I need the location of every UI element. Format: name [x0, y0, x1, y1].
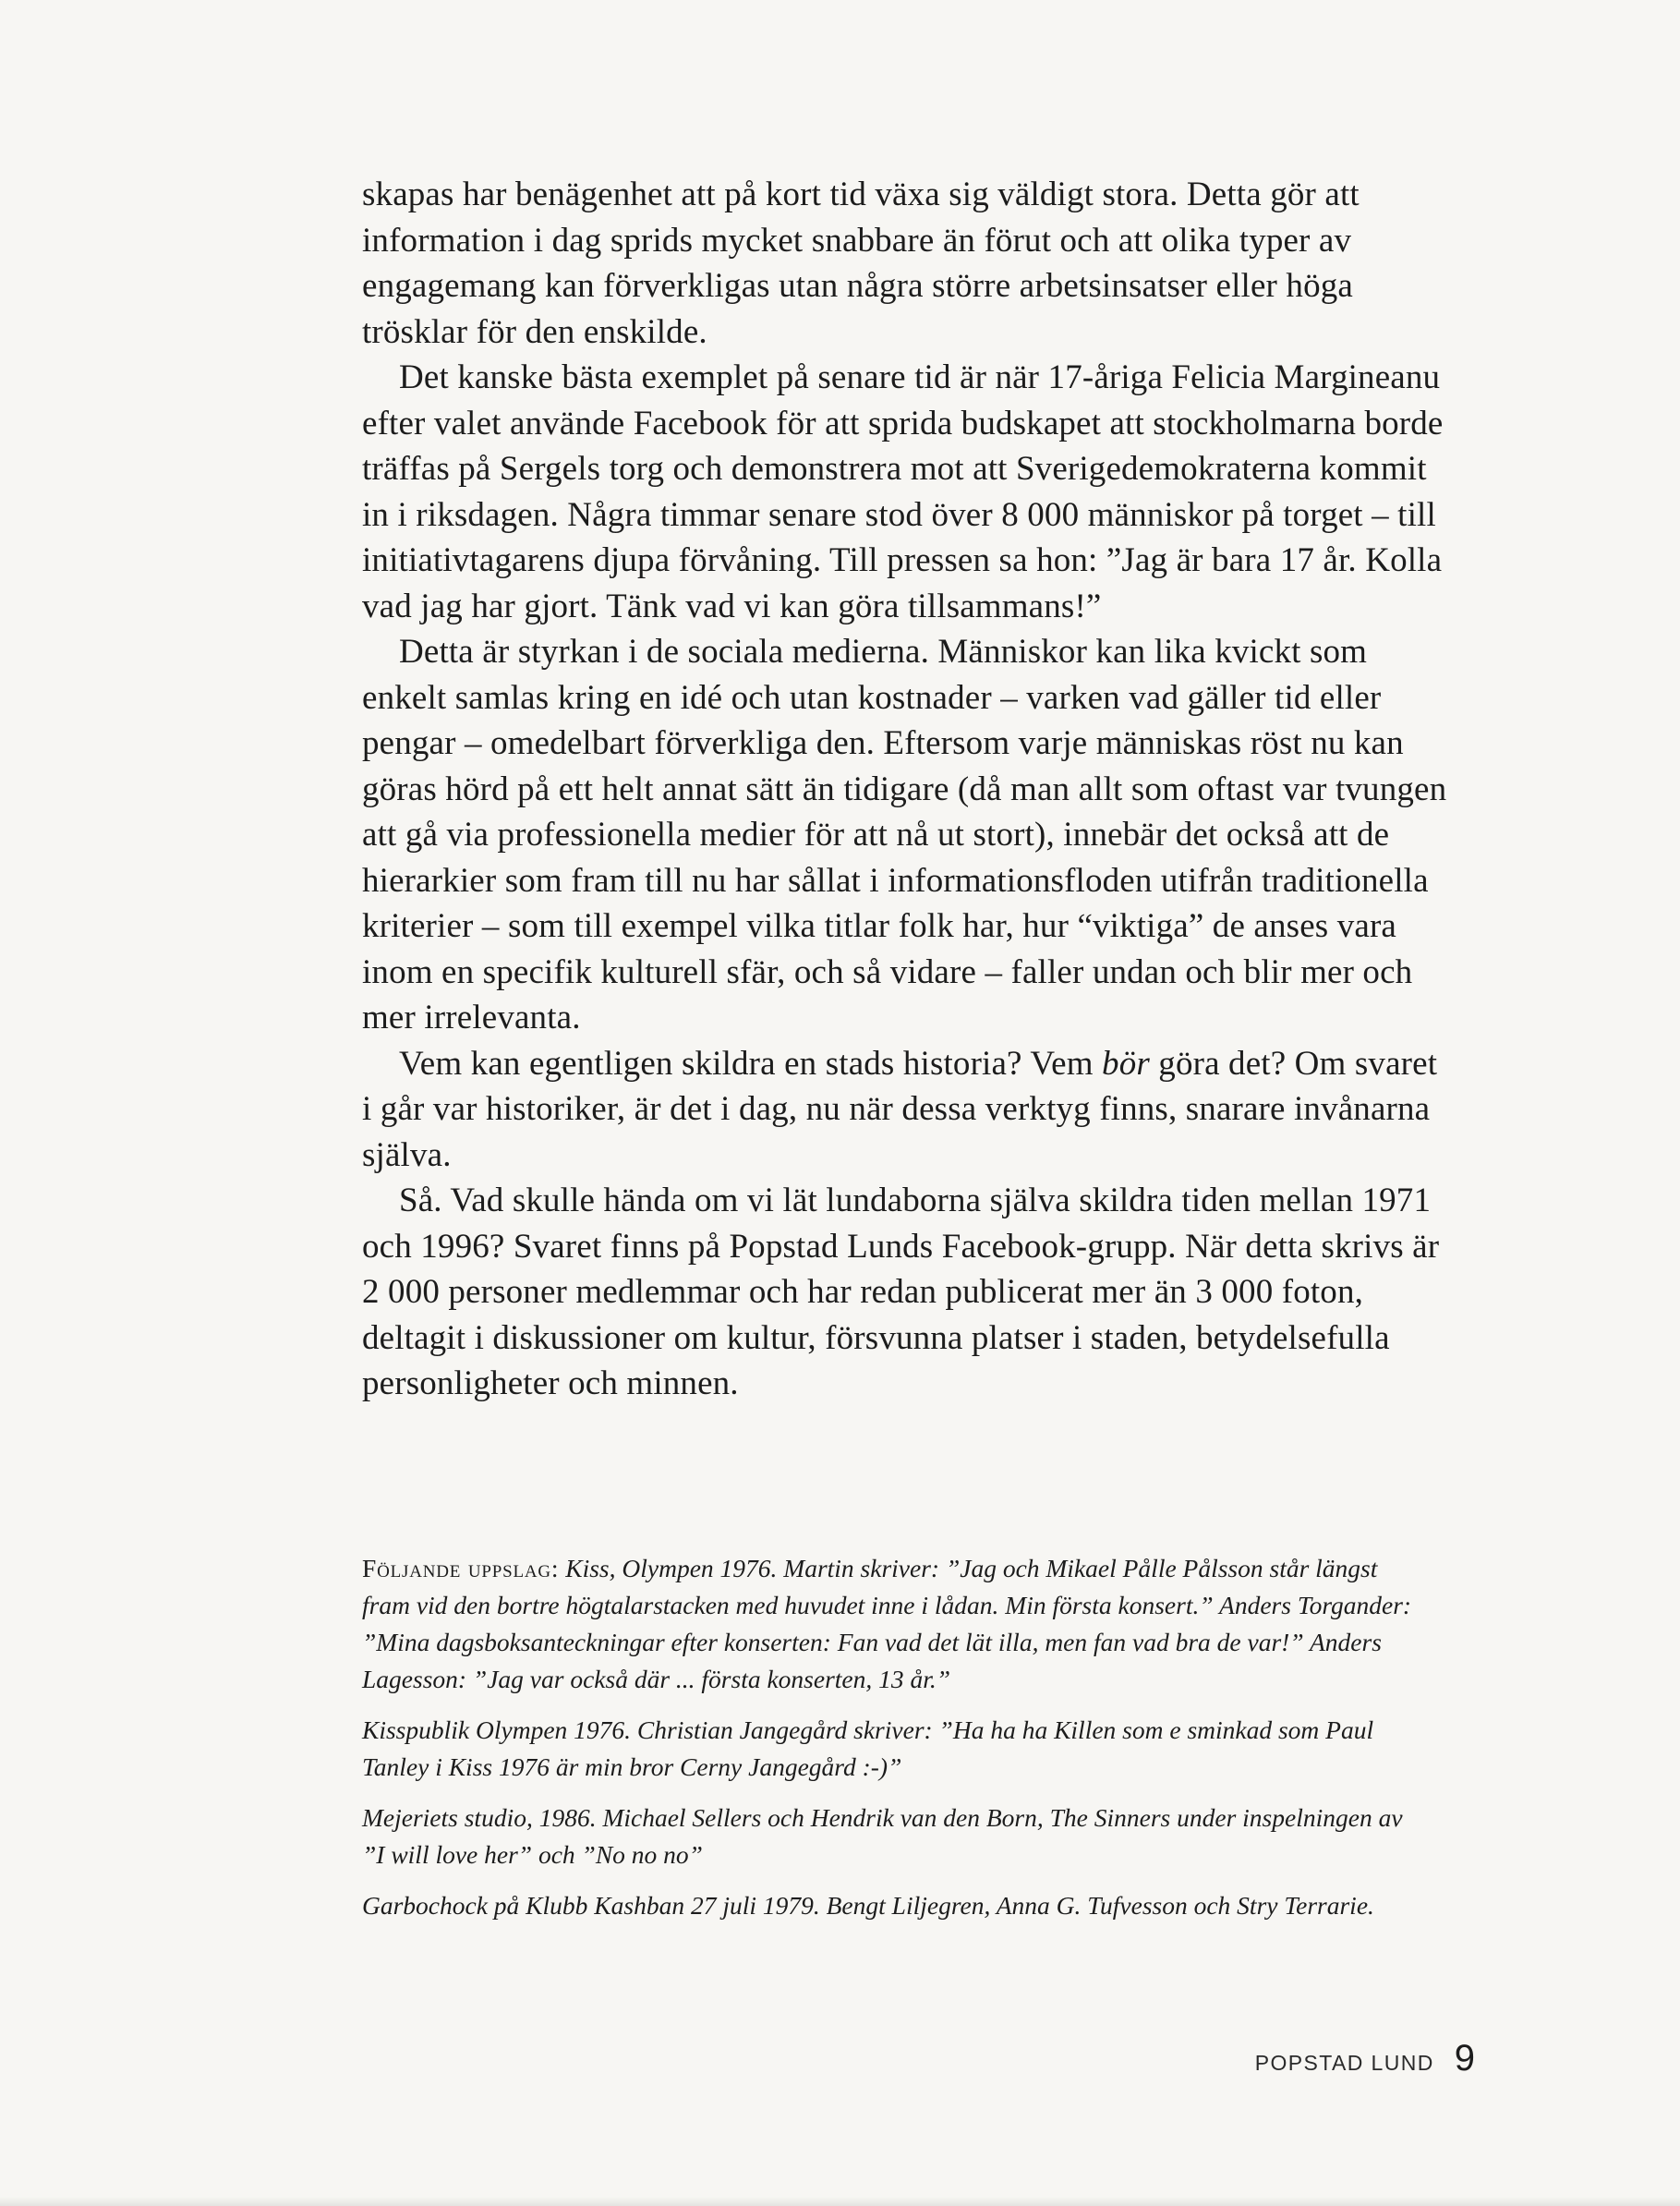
page-edge-shadow — [0, 2197, 1680, 2206]
running-footer-title: POPSTAD LUND — [1254, 2051, 1434, 2075]
caption-4: Garbochock på Klubb Kashban 27 juli 1979. Bengt Liljegren, Anna G. Tufvesson och Stry Terrarie. — [362, 1891, 1374, 1920]
paragraph-3: Detta är styrkan i de sociala medierna. Människor kan lika kvickt som enkelt samlas kring en idé och utan kostnader – varken vad gäller tid eller pengar – omedelbart förverkliga den. Eftersom varje människas röst nu kan göras hörd på ett helt annat sätt än tidigare (då man allt som oftast var tvungen att gå via professionella medier för att nå ut stort), innebär det också att de hierarkier som fram till nu har sållat i informationsfloden utifrån traditionella kriterier – som till exempel vilka titlar folk har, hur “viktiga” de anses vara inom en specifik kulturell sfär, och så vidare – faller undan och blir mer och mer irrelevanta. — [362, 633, 1447, 1036]
paragraph-2: Det kanske bästa exemplet på senare tid är när 17-åriga Felicia Margineanu efter valet använde Facebook för att sprida budskapet att stockholmarna borde träffas på Sergels torg och demonstrera mot att Sverigedemokraterna kommit in i riksdagen. Några timmar senare stod över 8 000 människor på torget – till initiativtagarens djupa förvåning. Till pressen sa hon: ”Jag är bara 17 år. Kolla vad jag har gjort. Tänk vad vi kan göra tillsammans!” — [362, 358, 1444, 625]
paragraph-4-emphasis: bör — [1102, 1044, 1150, 1083]
page-footer — [1255, 2038, 1475, 2079]
paragraph-5: Så. Vad skulle hända om vi lät lundaborna själva skildra tiden mellan 1971 och 1996? Svaret finns på Popstad Lunds Facebook-grupp. När detta skrivs är 2 000 personer medlemmar och har redan publicerat mer än 3 000 foton, deltagit i diskussioner om kultur, försvunna platser i staden, betydelsefulla personligheter och minnen. — [362, 1182, 1440, 1402]
caption-1-text: Kiss, Olympen 1976. Martin skriver: ”Jag och Mikael Pålle Pålsson står längst fram vid den bortre högtalarstacken med huvudet inne i lådan. Min första konsert.” Anders Torgander: ”Mina dagsboksanteckningar efter konserten: Fan vad det lät illa, men fan vad bra de var!” Anders Lagesson: ”Jag var också där ... första konserten, 13 år.” — [362, 1554, 1412, 1693]
caption-lead: Följande uppslag: — [362, 1554, 560, 1582]
paragraph-1: skapas har benägenhet att på kort tid växa sig väldigt stora. Detta gör att information i dag sprids mycket snabbare än förut och att olika typer av engagemang kan förverkligas utan några större arbetsinsatser eller höga trösklar för den enskilde. — [362, 176, 1360, 351]
body-text — [362, 172, 1452, 1407]
page-number: 9 — [1454, 2038, 1475, 2079]
photo-captions — [362, 1550, 1415, 1938]
caption-1 — [362, 1550, 1415, 1698]
caption-3: Mejeriets studio, 1986. Michael Sellers och Hendrik van den Born, The Sinners under inspelningen av ”I will love her” och ”No no no” — [362, 1803, 1403, 1869]
caption-2: Kisspublik Olympen 1976. Christian Jangegård skriver: ”Ha ha ha Killen som e sminkad som Paul Tanley i Kiss 1976 är min bror Cerny Jangegård :-)” — [362, 1715, 1374, 1781]
paragraph-4-start: Vem kan egentligen skildra en stads historia? Vem — [399, 1044, 1103, 1083]
paragraph-4-end: göra det? Om svaret i går var historiker, är det i dag, nu när dessa verktyg finns, snarare invånarna själva. — [362, 1044, 1438, 1174]
paragraph-4 — [362, 1041, 1452, 1179]
